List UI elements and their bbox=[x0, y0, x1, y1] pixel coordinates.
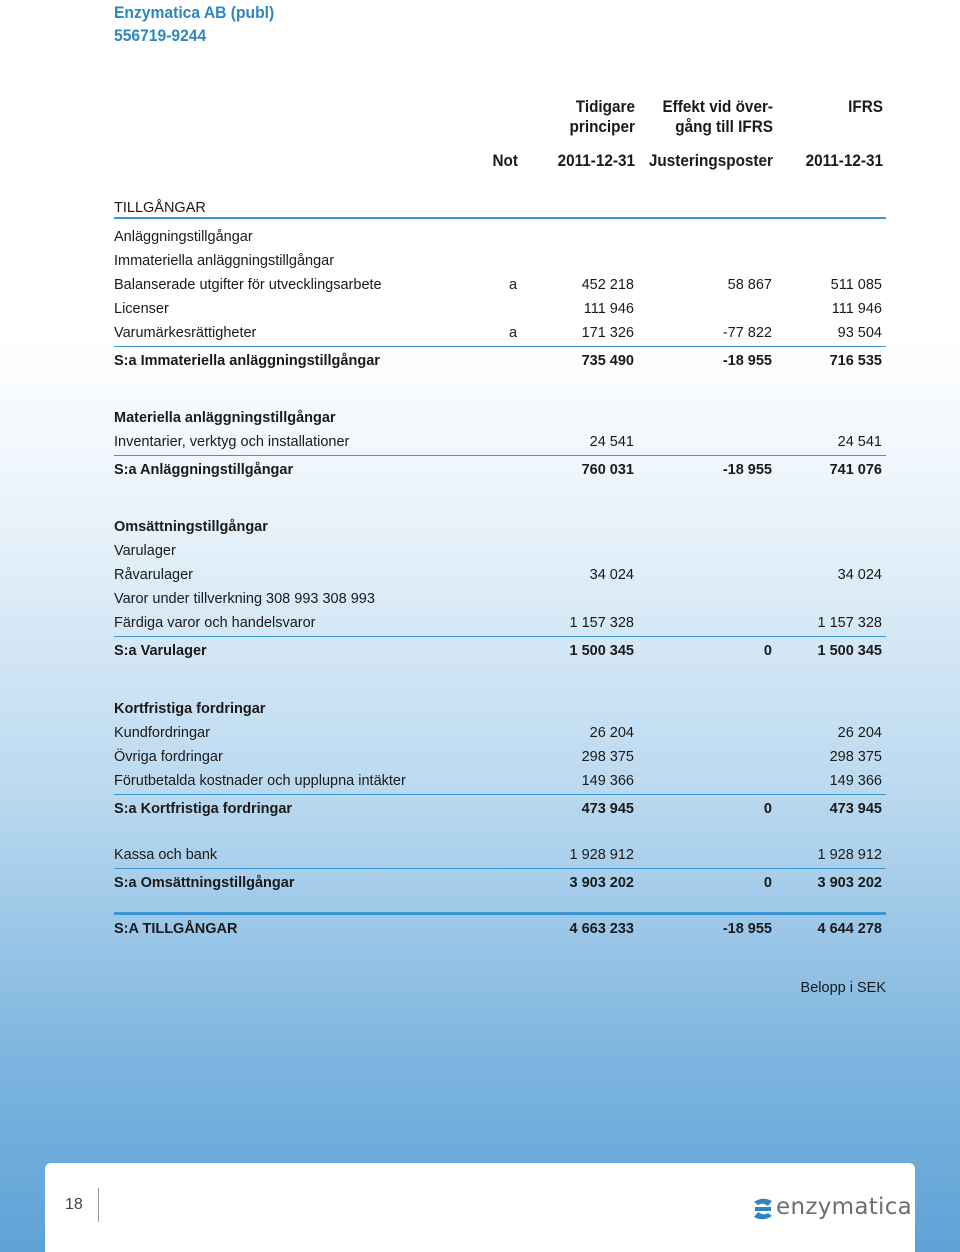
logo-mark-icon bbox=[752, 1196, 774, 1222]
row-value-prior: 171 326 bbox=[581, 325, 634, 341]
table-row bbox=[114, 564, 886, 586]
row-label: Färdiga varor och handelsvaror bbox=[114, 615, 316, 631]
company-header bbox=[114, 1, 288, 47]
row-value-ifrs: 93 504 bbox=[837, 325, 882, 341]
row-label: Varulager bbox=[114, 543, 176, 559]
row-label: TILLGÅNGAR bbox=[114, 200, 206, 216]
table-row bbox=[114, 322, 886, 344]
row-label: S:a Immateriella anläggningstillgångar bbox=[114, 353, 380, 369]
row-value-ifrs: 3 903 202 bbox=[817, 875, 882, 891]
row-label: Förutbetalda kostnader och upplupna intäkter bbox=[114, 773, 406, 789]
row-label: Råvarulager bbox=[114, 567, 193, 583]
row-label: Materiella anläggningstillgångar bbox=[114, 410, 336, 426]
row-label: Inventarier, verktyg och installationer bbox=[114, 434, 350, 450]
row-value-prior: 24 541 bbox=[589, 434, 634, 450]
row-value-prior: 4 663 233 bbox=[569, 921, 634, 937]
amount-unit-note: Belopp i SEK bbox=[800, 980, 886, 996]
row-value-ifrs: 26 204 bbox=[837, 725, 882, 741]
col3-header: IFRS bbox=[848, 97, 883, 116]
row-label: Anläggningstillgångar bbox=[114, 229, 253, 245]
row-value-adjustment: -18 955 bbox=[722, 353, 772, 369]
row-value-ifrs: 4 644 278 bbox=[817, 921, 882, 937]
table-row bbox=[114, 274, 886, 296]
row-value-prior: 149 366 bbox=[581, 773, 634, 789]
table-row bbox=[114, 746, 886, 768]
row-value-prior: 735 490 bbox=[581, 353, 634, 369]
table-row bbox=[114, 407, 886, 429]
row-label: Kassa och bank bbox=[114, 847, 218, 863]
subtotal-row bbox=[114, 346, 886, 371]
company-name: Enzymatica AB (publ) bbox=[114, 3, 275, 22]
row-label: S:a Kortfristiga fordringar bbox=[114, 801, 293, 817]
row-label: Varumärkesrättigheter bbox=[114, 325, 257, 341]
page-number: 18 bbox=[65, 1196, 83, 1213]
row-value-ifrs: 298 375 bbox=[829, 749, 882, 765]
row-value-prior: 111 946 bbox=[583, 301, 634, 317]
row-value-ifrs: 741 076 bbox=[829, 462, 882, 478]
row-value-prior: 1 157 328 bbox=[569, 615, 634, 631]
row-label: Varor under tillverkning 308 993 308 993 bbox=[114, 591, 375, 607]
row-value-adjustment: -77 822 bbox=[722, 325, 772, 341]
row-value-prior: 26 204 bbox=[589, 725, 634, 741]
row-value-ifrs: 34 024 bbox=[837, 567, 882, 583]
row-label: S:a Varulager bbox=[114, 643, 207, 659]
row-value-prior: 298 375 bbox=[581, 749, 634, 765]
table-row bbox=[114, 197, 886, 219]
table-row bbox=[114, 844, 886, 866]
table-row bbox=[114, 516, 886, 538]
row-label: Balanserade utgifter för utvecklingsarbete bbox=[114, 277, 382, 293]
row-note: a bbox=[509, 325, 518, 341]
row-value-ifrs: 511 085 bbox=[830, 277, 882, 293]
table-row bbox=[114, 250, 886, 272]
row-label: Kortfristiga fordringar bbox=[114, 701, 266, 717]
table-row bbox=[114, 698, 886, 720]
row-label: Kundfordringar bbox=[114, 725, 210, 741]
table-row bbox=[114, 431, 886, 453]
row-value-ifrs: 24 541 bbox=[837, 434, 882, 450]
org-number: 556719-9244 bbox=[114, 26, 207, 45]
row-label: S:a Omsättningstillgångar bbox=[114, 875, 295, 891]
row-label: Övriga fordringar bbox=[114, 749, 223, 765]
table-row bbox=[114, 770, 886, 792]
row-value-ifrs: 716 535 bbox=[829, 353, 882, 369]
row-value-prior: 3 903 202 bbox=[569, 875, 634, 891]
row-value-ifrs: 111 946 bbox=[831, 301, 882, 317]
row-value-prior: 1 928 912 bbox=[569, 847, 634, 863]
total-row bbox=[114, 918, 886, 940]
row-value-adjustment: -18 955 bbox=[722, 921, 772, 937]
col2-label: Justeringsposter bbox=[648, 151, 773, 170]
table-row bbox=[114, 722, 886, 744]
subtotal-row bbox=[114, 868, 886, 893]
note-header: Not bbox=[492, 151, 518, 170]
col1-date: 2011-12-31 bbox=[557, 151, 635, 170]
table-row bbox=[114, 226, 886, 248]
subtotal-row bbox=[114, 636, 886, 661]
page-divider bbox=[98, 1188, 99, 1222]
row-value-prior: 452 218 bbox=[581, 277, 634, 293]
row-label: S:a Anläggningstillgångar bbox=[114, 462, 294, 478]
row-value-adjustment: 0 bbox=[763, 801, 772, 817]
subtotal-row bbox=[114, 794, 886, 819]
subtotal-row bbox=[114, 455, 886, 480]
col1-header: Tidigare principer bbox=[569, 97, 635, 136]
row-value-ifrs: 473 945 bbox=[829, 801, 882, 817]
total-rule bbox=[114, 912, 886, 915]
row-label: Licenser bbox=[114, 301, 169, 317]
row-label: S:A TILLGÅNGAR bbox=[114, 921, 238, 937]
table-row bbox=[114, 298, 886, 320]
row-value-prior: 760 031 bbox=[581, 462, 634, 478]
row-value-ifrs: 1 928 912 bbox=[817, 847, 882, 863]
row-value-adjustment: 0 bbox=[763, 643, 772, 659]
table-row bbox=[114, 612, 886, 634]
row-value-prior: 473 945 bbox=[581, 801, 634, 817]
row-label: Omsättningstillgångar bbox=[114, 519, 268, 535]
row-value-ifrs: 1 157 328 bbox=[817, 615, 882, 631]
row-value-ifrs: 1 500 345 bbox=[817, 643, 882, 659]
table-row bbox=[114, 588, 886, 610]
row-value-adjustment: 58 867 bbox=[727, 277, 772, 293]
col3-date: 2011-12-31 bbox=[805, 151, 883, 170]
logo-text: enzymatica bbox=[776, 1194, 913, 1220]
row-value-prior: 34 024 bbox=[589, 567, 634, 583]
row-value-ifrs: 149 366 bbox=[829, 773, 882, 789]
row-note: a bbox=[509, 277, 518, 293]
row-value-prior: 1 500 345 bbox=[569, 643, 634, 659]
row-label: Immateriella anläggningstillgångar bbox=[114, 253, 335, 269]
col2-header: Effekt vid över- gång till IFRS bbox=[662, 97, 773, 136]
row-value-adjustment: 0 bbox=[763, 875, 772, 891]
table-row bbox=[114, 540, 886, 562]
row-value-adjustment: -18 955 bbox=[722, 462, 772, 478]
